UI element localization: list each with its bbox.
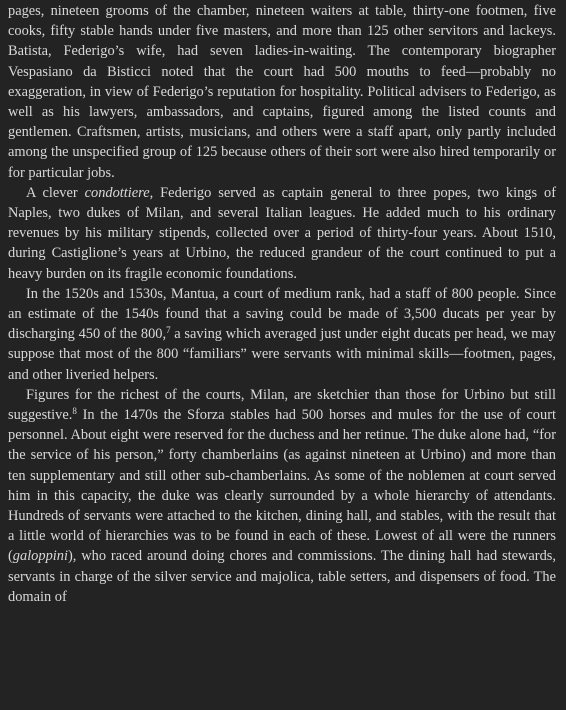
italic-term: galoppini: [12, 548, 68, 565]
text-run: pages, nineteen grooms of the chamber, nineteen waiters at table, thirty-one footmen, five cooks, fifty stable hands under five masters, and more than 125 other servitors and lackeys. Batista, Federigo’s wife, had seven ladies-in-waiting. The contemporary biographer Vespasiano da Bisticci noted that the court had 500 mouths to feed—probably no exaggeration, in view of Federigo’s reputation for hospitality. Political advisers to Federigo, as well as his lawyers, ambassadors, and captains, figured among the listed counts and gentlemen. Craftsmen, artists, musicians, and others were a staff apart, only partly included among the unspecified group of 125 because others of their sort were also hired temporarily or for particular jobs.: [8, 3, 556, 181]
footnote-ref: 7: [166, 325, 171, 336]
text-run: In the 1520s and 1530s, Mantua, a court of medium rank, had a staff of 800 people. Since an estimate of the 1540s found that a saving could be made of 3,500 ducats per year by discharging 450 of the 800,: [8, 285, 556, 343]
text-run: a saving which averaged just under eight ducats per head, we may suppose that most of the 800 “familiars” were servants with minimal skills—footmen, pages, and other liveried helpers.: [8, 326, 556, 383]
italic-term: condottiere: [84, 184, 150, 201]
text-run: Figures for the richest of the courts, Milan, are sketchier than those for Urbino but still suggestive.: [8, 386, 556, 424]
text-run: ), who raced around doing chores and commissions. The dining hall had stewards, servants in charge of the silver service and majolica, table setters, and dispensers of food. The domain of: [8, 548, 556, 605]
paragraph: [8, 183, 556, 284]
footnote-ref: 8: [72, 406, 77, 417]
text-run: A clever: [26, 184, 85, 201]
paragraph: [8, 385, 556, 607]
text-run: , Federigo served as captain general to three popes, two kings of Naples, two dukes of Milan, and several Italian leagues. He added much to his ordinary revenues by his military stipends, collected over a period of thirty-four years. About 1510, during Castiglione’s years at Urbino, the reduced grandeur of the court continued to put a heavy burden on its fragile economic foundations.: [8, 184, 556, 282]
paragraph: [8, 284, 556, 385]
paragraph: [8, 1, 556, 183]
text-run: In the 1470s the Sforza stables had 500 horses and mules for the use of court personnel. About eight were reserved for the duchess and her retinue. The duke alone had, “for the service of his person,” forty chamberlains (as against nineteen at Urbino) and more than ten supplementary and still other sub-chamberlains. As some of the noblemen at court served him in this capacity, the duke was clearly surrounded by a whole hierarchy of attendants. Hundreds of servants were attached to the kitchen, dining hall, and stables, with the result that a little world of hierarchies was to be found in each of these. Lowest of all were the runners (: [8, 407, 556, 565]
